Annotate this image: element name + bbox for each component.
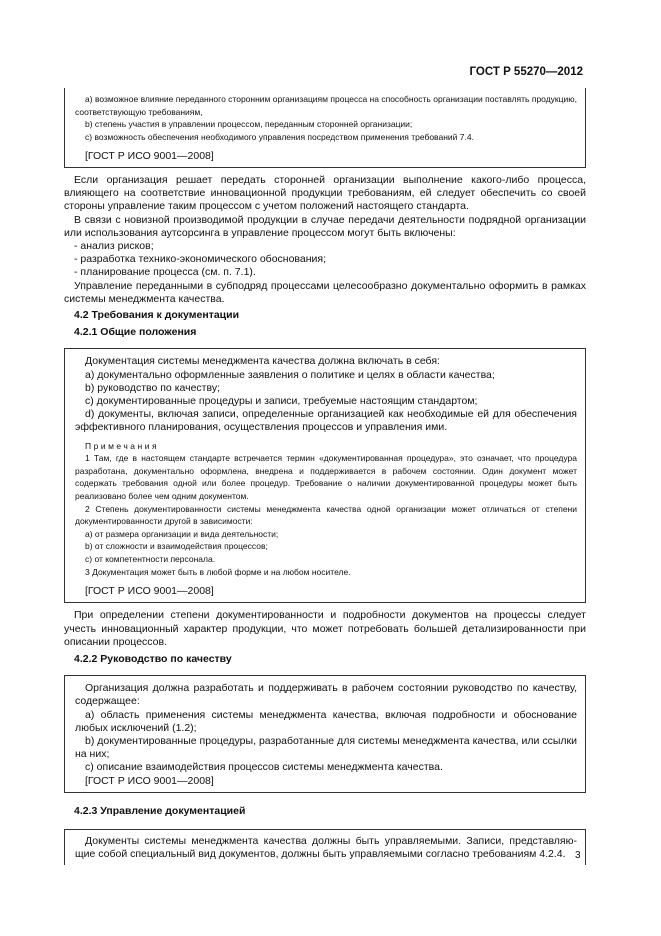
page-number: 3	[575, 850, 581, 861]
box-text-line: Документы системы менеджмента качества должны быть управляемыми. Записи, представляю-	[85, 835, 577, 847]
box-item-b: b) степень участия в управлении процессом, переданным сторонней организации;	[85, 119, 413, 130]
box-item-d: d) документы, включая записи, определенные организацией как необходимые ей для обеспечения эффективного планирования, осуществления процессов и управления ими.	[75, 408, 577, 434]
note-2-item: a) от размера организации и вида деятельности;	[85, 528, 279, 539]
box-item-a: a) документально оформленные заявления о политике и целях в области качества;	[85, 368, 495, 381]
quote-box-outsourcing	[64, 88, 586, 168]
list-item: - разработка технико-экономического обоснования;	[74, 253, 326, 266]
quote-box-document-control	[64, 829, 586, 865]
box-reference: [ГОСТ Р ИСО 9001—2008]	[85, 585, 214, 598]
box-item-b: b) руководство по качеству;	[85, 381, 221, 394]
box-item-a: a) возможное влияние переданного сторонним организациям процесса на способность организации поставлять продукцию, соответствующую требованиям,	[75, 94, 577, 117]
section-heading-4-2-3: 4.2.3 Управление документацией	[74, 804, 246, 817]
box-reference: [ГОСТ Р ИСО 9001—2008]	[85, 150, 214, 163]
note-3: 3 Документация может быть в любой форме и на любом носителе.	[85, 566, 351, 577]
section-heading-4-2-2: 4.2.2 Руководство по качеству	[74, 652, 232, 665]
box-item-c: c) описание взаимодействия процессов системы менеджмента качества.	[85, 761, 443, 774]
notes-title: Примечания	[85, 440, 160, 451]
note-2-item: c) от компетентности персонала.	[85, 553, 216, 564]
box-reference: [ГОСТ Р ИСО 9001—2008]	[85, 774, 214, 787]
box-intro: Организация должна разработать и поддерживать в рабочем состоянии руководство по качеству, содержащее:	[75, 682, 577, 708]
paragraph: Если организация решает передать сторонней организации выполнение какого-либо процесса, влияющего на соответствие инновационной продукции требованиям, ей следует обеспечить со своей стороны управление таким процессом с учетом положений настоящего стандарта.	[64, 173, 586, 213]
paragraph: При определении степени документированности и подробности документов на процессы следует учесть инновационный характер продукции, что может потребовать большей детализированности при описании процессов.	[64, 609, 586, 648]
section-heading-4-2-1: 4.2.1 Общие положения	[74, 326, 197, 339]
box-item-a: a) область применения системы менеджмента качества, включая подробности и обоснование любых исключений (1.2);	[75, 708, 577, 734]
quote-box-documentation	[64, 348, 586, 603]
box-item-b: b) документированные процедуры, разработанные для системы менеджмента качества, или ссылки на них;	[75, 734, 577, 761]
box-item-c: c) возможность обеспечения необходимого управления посредством применения требований 7.4.	[85, 131, 474, 142]
note-2: 2 Степень документированности системы менеджмента качества одной организации может отличаться от степени документированности другой в зависимости:	[75, 503, 577, 527]
page-content	[64, 88, 586, 865]
box-text-line: щие собой специальный вид документов, должны быть управляемыми согласно требованиям 4.2.4.	[75, 848, 566, 861]
paragraph: Управление переданными в субподряд процессами целесообразно документально оформить в рамках системы менеджмента качества.	[64, 279, 586, 305]
note-2-item: b) от сложности и взаимодействия процессов;	[85, 541, 268, 552]
paragraph: В связи с новизной производимой продукции в случае передачи деятельности подрядной организации или использования аутсорсинга в управление процессом могут быть включены:	[64, 213, 586, 239]
document-header: ГОСТ Р 55270—2012	[469, 66, 583, 78]
note-1: 1 Там, где в настоящем стандарте встречается термин «документированная процедура», это означает, что процедура разработана, документально оформлена, внедрена и поддерживается в рабочем состоянии. Один документ может содержать требования одной или более процедур. Требование о наличии документированной процедуры может быть реализовано более чем одним документом.	[75, 453, 577, 501]
list-item: - анализ рисков;	[74, 239, 154, 252]
box-intro: Документация системы менеджмента качества должна включать в себя:	[85, 355, 440, 368]
section-heading-4-2: 4.2 Требования к документации	[74, 309, 240, 321]
list-item: - планирование процесса (см. п. 7.1).	[74, 266, 256, 279]
quote-box-quality-manual	[64, 675, 586, 793]
box-item-c: c) документированные процедуры и записи, требуемые настоящим стандартом;	[85, 395, 478, 408]
